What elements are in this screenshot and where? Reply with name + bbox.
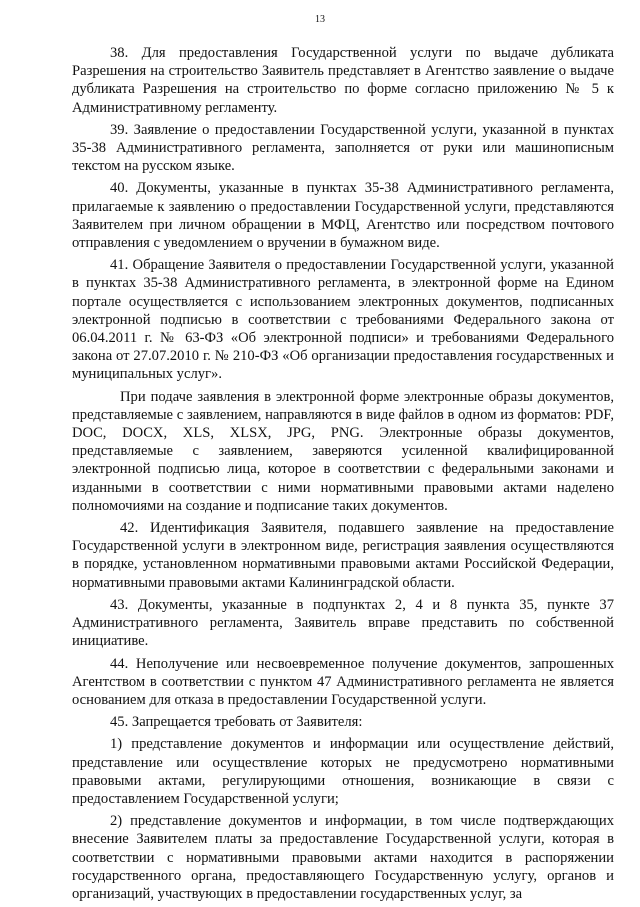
- paragraph-45-item-2: 2) представление документов и информации, в том числе подтверждающих внесение Заявителем платы за предоставление Государственной услуги, которая в соответствии с нормативными правовыми актами находится в распоряжении государственного органа, предоставляющего Государственную услугу, органов и организаций, участвующих в предоставлении государственных услуг, за: [72, 813, 614, 902]
- paragraph-45-item-1: 1) представление документов и информации или осуществление действий, представление или осуществление которых не предусмотрено нормативными правовыми актами, регулирующими отношения, возникающие в связи с предоставлением Государственной услуги;: [72, 736, 614, 807]
- paragraph-39: 39. Заявление о предоставлении Государственной услуги, указанной в пунктах 35-38 Административного регламента, заполняется от руки или машинописным текстом на русском языке.: [72, 121, 614, 175]
- paragraph-42: 42. Идентификация Заявителя, подавшего заявление на предоставление Государственной услуги в электронном виде, регистрация заявления осуществляются в порядке, установленном нормативными правовыми актами Российской Федерации, нормативными правовыми актами Калининградской области.: [72, 520, 614, 591]
- paragraph-43: 43. Документы, указанные в подпунктах 2, 4 и 8 пункта 35, пункте 37 Административного регламента, Заявитель вправе представить по собственной инициативе.: [72, 596, 614, 650]
- paragraph-44: 44. Неполучение или несвоевременное получение документов, запрошенных Агентством в соответствии с пунктом 47 Административного регламента не является основанием для отказа в предоставлении Государственной услуги.: [72, 655, 614, 708]
- paragraph-38: 38. Для предоставления Государственной услуги по выдаче дубликата Разрешения на строительство Заявитель представляет в Агентство заявление о выдаче дубликата Разрешения на строительство по форме согласно приложению № 5 к Административному регламенту.: [72, 45, 614, 116]
- page-number: 13: [315, 14, 325, 25]
- paragraph-40: 40. Документы, указанные в пунктах 35-38 Административного регламента, прилагаемые к заявлению о предоставлении Государственной услуги, представляются Заявителем при личном обращении в МФЦ, Агентство или посредством почтового отправления с уведомлением о вручении в бумажном виде.: [72, 180, 614, 252]
- paragraph-45: 45. Запрещается требовать от Заявителя:: [110, 714, 363, 731]
- paragraph-41: 41. Обращение Заявителя о предоставлении Государственной услуги, указанной в пунктах 35-38 Административного регламента, в электронной форме на Едином портале осуществляется с использованием электронных документов, подписанных электронной подписью в соответствии с требованиями Федерального закона от 06.04.2011 г. № 63-ФЗ «Об электронной подписи» и требованиями Федерального закона от 27.07.2010 г. № 210-ФЗ «Об организации предоставления государственных и муниципальных услуг».: [72, 257, 614, 383]
- paragraph-electronic-formats: При подаче заявления в электронной форме электронные образы документов, представляемые с заявлением, направляются в виде файлов в одном из форматов: PDF, DOC, DOCX, XLS, XLSX, JPG, PNG. Электронные образы документов, представляемые с заявлением, заверяются усиленной квалифицированной электронной подписью лица, которое в соответствии с федеральными законами и изданными в соответствии с ними нормативными правовыми актами наделено полномочиями на создание и подписание таких документов.: [72, 388, 614, 514]
- page-body: [72, 44, 614, 907]
